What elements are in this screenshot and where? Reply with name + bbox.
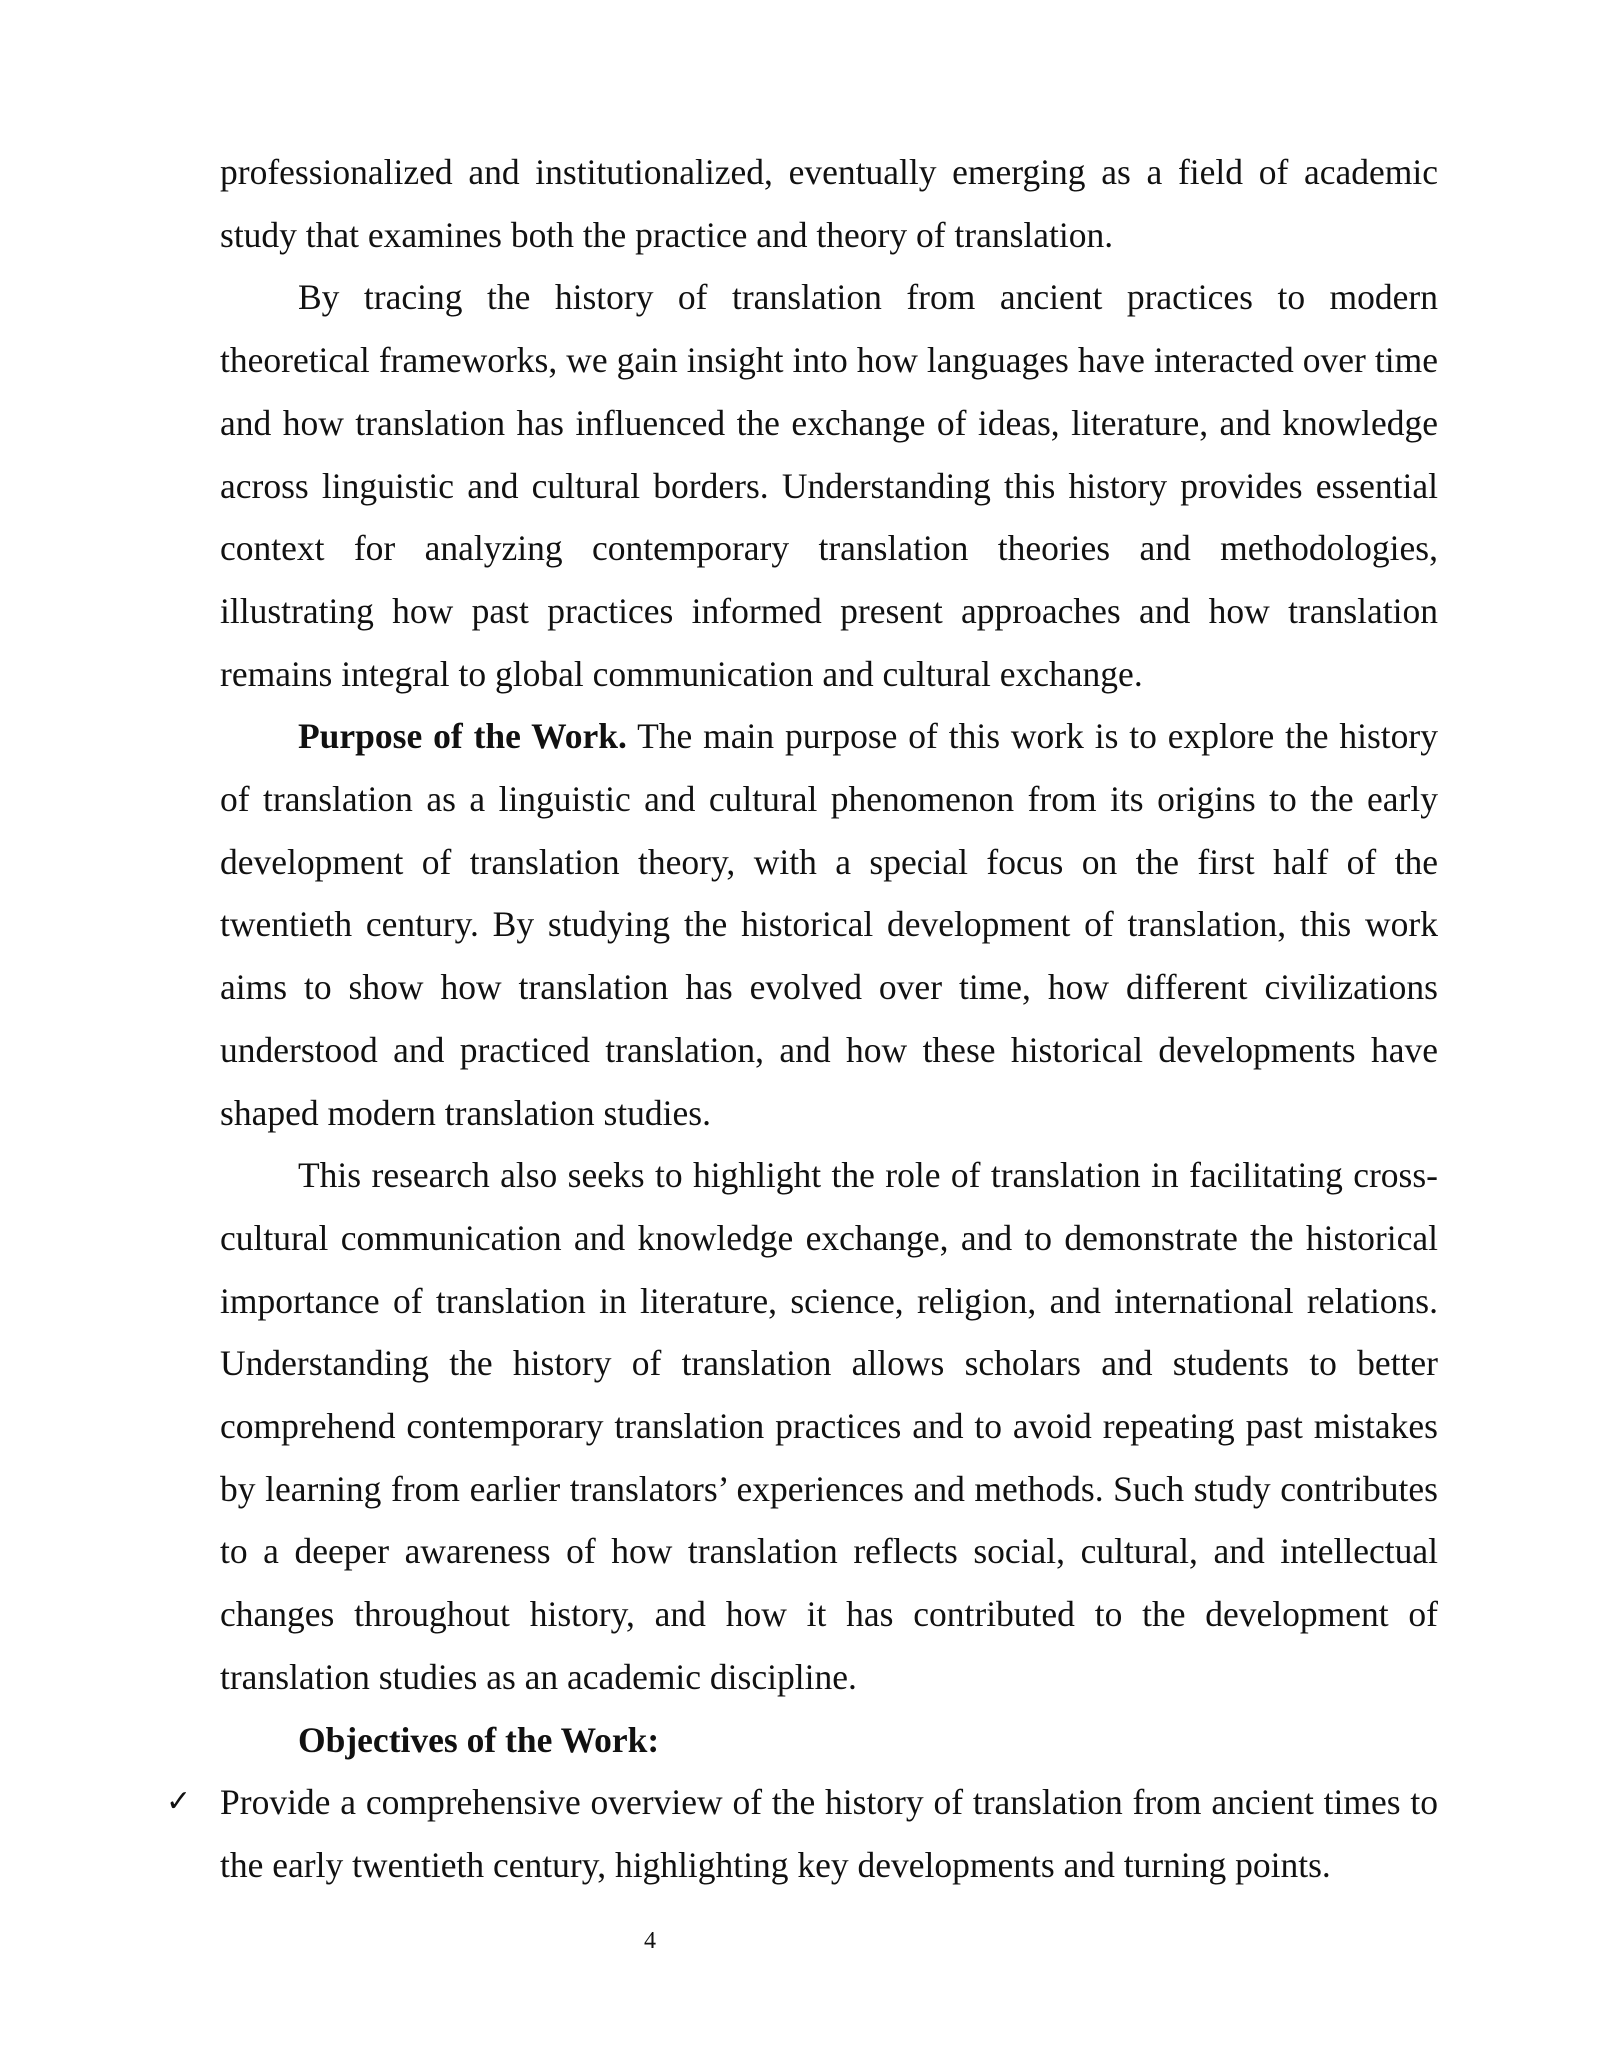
objectives-list <box>166 1771 1438 1896</box>
paragraph-research-role <box>220 1144 1438 1708</box>
paragraph-text: professionalized and institutionalized, eventually emerging as a field of academic study that examines both the practice and theory of translation. <box>220 152 1438 255</box>
objective-text: Provide a comprehensive overview of the history of translation from ancient times to the early twentieth century, highlighting key developments and turning points. <box>220 1782 1438 1885</box>
check-icon: ✓ <box>166 1784 192 1820</box>
objectives-heading-line <box>220 1709 1438 1772</box>
paragraph-text: By tracing the history of translation from ancient practices to modern theoretical frameworks, we gain insight into how languages have interacted over time and how translation has influenced the exchange of ideas, literature, and knowledge across linguistic and cultural borders. Understanding this history provides essential context for analyzing contemporary translation theories and methodologies, illustrating how past practices informed present approaches and how translation remains integral to global communication and cultural exchange. <box>220 277 1438 694</box>
purpose-heading: Purpose of the Work. <box>298 716 627 757</box>
paragraph-text: The main purpose of this work is to explore the history of translation as a linguistic and cultural phenomenon from its origins to the early development of translation theory, with a special focus on the first half of the twentieth century. By studying the historical development of translation, this work aims to show how translation has evolved over time, how different civilizations understood and practiced translation, and how these historical developments have shaped modern translation studies. <box>220 716 1438 1133</box>
paragraph-purpose <box>220 705 1438 1144</box>
objectives-heading: Objectives of the Work: <box>298 1719 660 1760</box>
page-body <box>166 141 1438 1897</box>
objective-item <box>166 1771 1438 1896</box>
page-number: 4 <box>644 1928 656 1954</box>
paragraph-continuation <box>220 141 1438 266</box>
paragraph-text: This research also seeks to highlight the role of translation in facilitating cross-cultural communication and knowledge exchange, and to demonstrate the historical importance of translation in literature, science, religion, and international relations. Understanding the history of translation allows scholars and students to better comprehend contemporary translation practices and to avoid repeating past mistakes by learning from earlier translators’ experiences and methods. Such study contributes to a deeper awareness of how translation reflects social, cultural, and intellectual changes throughout history, and how it has contributed to the development of translation studies as an academic discipline. <box>220 1155 1438 1697</box>
paragraph-history-overview <box>220 266 1438 705</box>
